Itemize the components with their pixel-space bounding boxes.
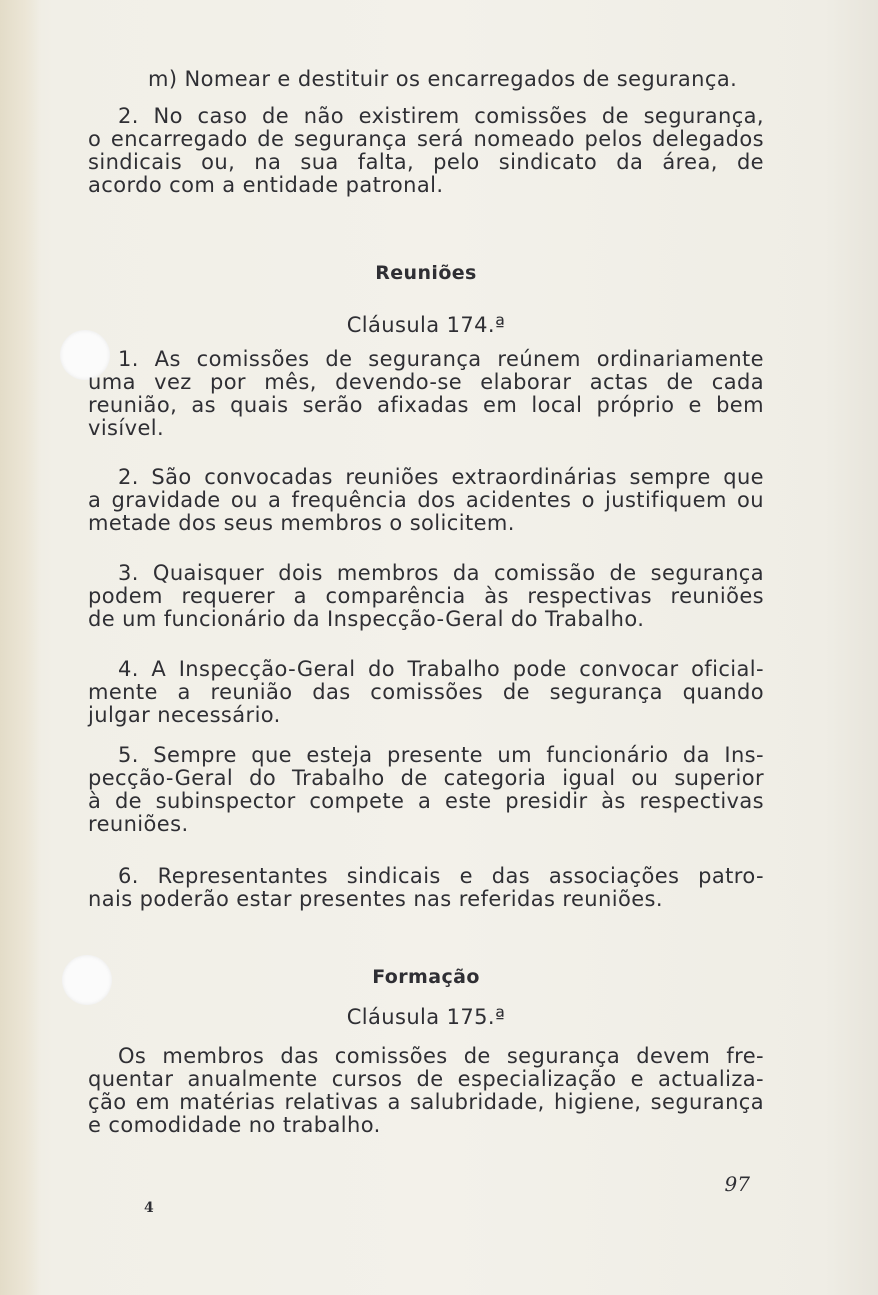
page-edge <box>0 0 40 1295</box>
clause-174-item-6: 6. Representantes sindicais e das associações patro- nais poderão estar presentes nas referidas reuniões. <box>88 864 764 911</box>
item-m: m) Nomear e destituir os encarregados de segurança. <box>148 67 738 91</box>
clause-174-item-5: 5. Sempre que esteja presente um funcionário da Ins- pecção-Geral do Trabalho de categoria igual ou superior à de subinspector compete a este presidir às respectivas reuniões. <box>88 743 764 836</box>
clause-174-item-1: 1. As comissões de segurança reúnem ordinariamente uma vez por mês, devendo-se elaborar actas de cada reunião, as quais serão afixadas em local próprio e bem visível. <box>88 347 764 440</box>
page-number: 97 <box>724 1172 750 1196</box>
clause-174-item-3: 3. Quaisquer dois membros da comissão de segurança podem requerer a comparência às respectivas reuniões de um funcionário da Inspecção-Geral do Trabalho. <box>88 561 764 631</box>
signature-mark: 4 <box>144 1200 154 1216</box>
clause-175-text: Os membros das comissões de segurança devem fre- quentar anualmente cursos de especialização e actualiza- ção em matérias relativas a salubridade, higiene, segurança e comodidade no trabalho. <box>88 1044 764 1137</box>
paragraph-2: 2. No caso de não existirem comissões de segurança, o encarregado de segurança será nomeado pelos delegados sindicais ou, na sua falta, pelo sindicato da área, de acordo com a entidade patronal. <box>88 104 764 197</box>
clause-175-label: Cláusula 175.ª <box>346 1005 506 1029</box>
clause-174-item-2: 2. São convocadas reuniões extraordinárias sempre que a gravidade ou a frequência dos acidentes o justifiquem ou metade dos seus membros o solicitem. <box>88 465 764 535</box>
section-title-reunioes: Reuniões <box>375 262 477 284</box>
clause-174-label: Cláusula 174.ª <box>346 313 506 337</box>
section-title-formacao: Formação <box>372 966 480 988</box>
clause-174-item-4: 4. A Inspecção-Geral do Trabalho pode convocar oficial- mente a reunião das comissões de segurança quando julgar necessário. <box>88 657 764 727</box>
